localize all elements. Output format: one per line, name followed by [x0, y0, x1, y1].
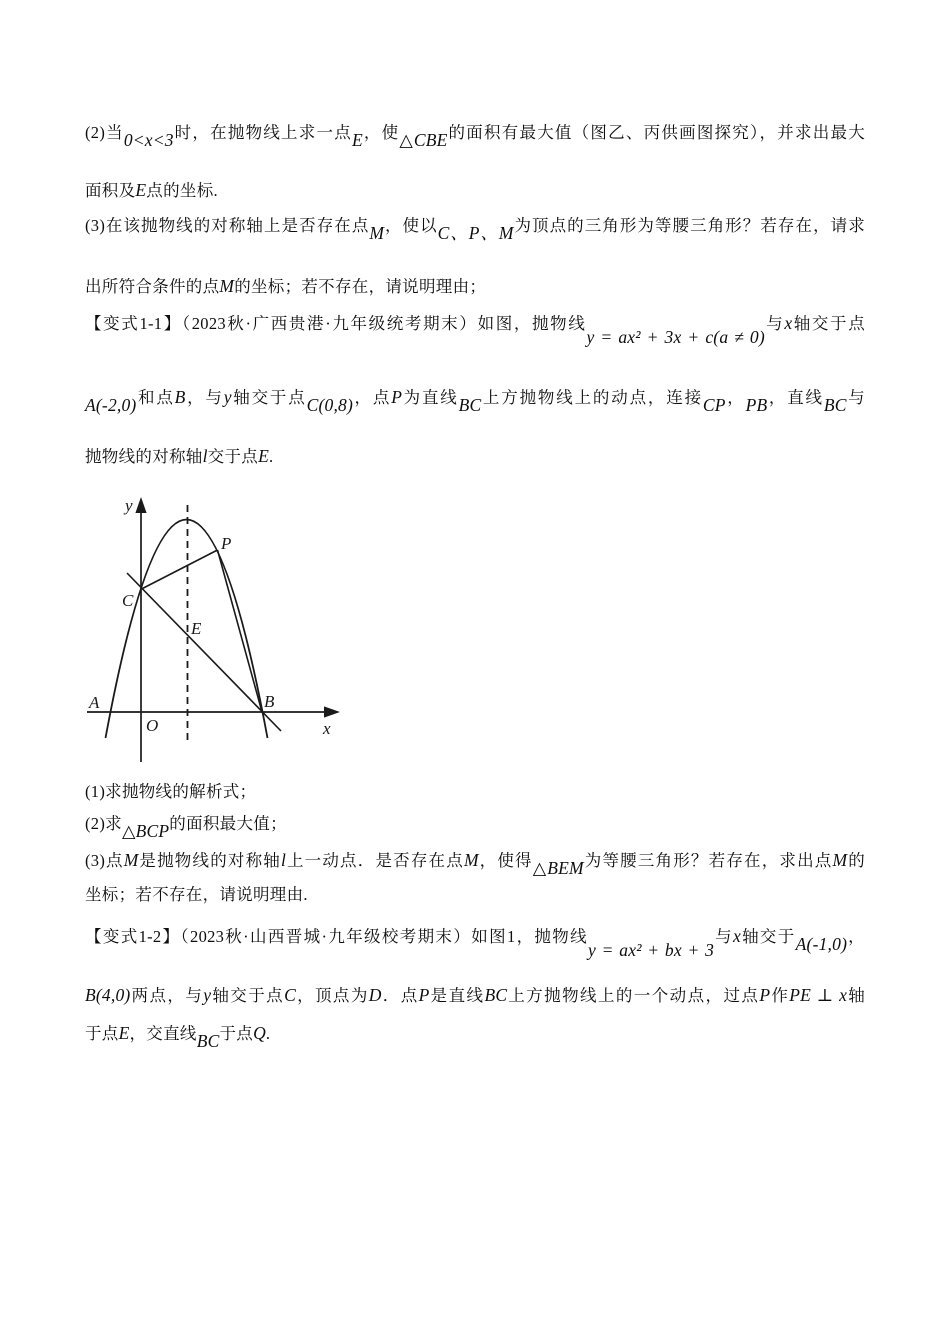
x-axis-arrow-icon [324, 706, 340, 717]
math-run: B [174, 387, 186, 407]
text-run: 时，在抛物线上求一点 [173, 123, 353, 142]
math-run: C [284, 985, 296, 1005]
math-run: l [202, 446, 208, 466]
math-run: A(-1,0) [795, 934, 848, 954]
math-run: x [784, 313, 793, 333]
math-run: y = ax² + 3x + c(a ≠ 0) [586, 327, 765, 347]
text-run: 点的坐标. [146, 181, 218, 200]
text-run: ，交直线 [129, 1024, 197, 1043]
text-run: 上方抛物线上的一个动点，过点 [507, 986, 760, 1005]
text-run: (2)求 [85, 814, 122, 833]
text-run: (2)当 [85, 123, 124, 142]
text-run: 出所符合条件的点 [85, 277, 220, 296]
text-run: 与 [846, 388, 865, 407]
point-label-c: C [122, 591, 134, 610]
text-run: 上一动点．是否存在点 [286, 851, 464, 870]
math-run: C、P、M [437, 223, 514, 243]
math-run: △BEM [532, 858, 584, 878]
text-run: ，使 [362, 123, 400, 142]
text-run: . [268, 447, 274, 466]
text-run: ， [725, 388, 746, 407]
text-run: 与 [714, 927, 734, 946]
math-run: P [418, 985, 430, 1005]
problem-part2-line2 [85, 181, 865, 199]
text-run: ，使得 [478, 851, 533, 870]
math-run: PE ⊥ x [789, 985, 848, 1005]
text-run: 轴交于 [741, 927, 796, 946]
math-run: l [281, 850, 287, 870]
text-run: 的面积最大值； [169, 814, 287, 833]
text-run: 【变式1-1】（2023秋·广西贵港·九年级统考期末）如图，抛物线 [85, 314, 587, 333]
text-run: 交于点 [207, 447, 259, 466]
math-run: M [832, 850, 848, 870]
variant-1-2-line2 [85, 986, 865, 1004]
math-run: △BCP [121, 821, 170, 841]
variant-1-1-q3-line1 [85, 851, 865, 877]
math-run: y [203, 985, 212, 1005]
text-run: 为顶点的三角形为等腰三角形？若存在，请求 [513, 216, 865, 235]
parabola-figure [78, 492, 348, 770]
text-run: 轴交于点 [231, 388, 307, 407]
text-run: 与 [764, 314, 785, 333]
text-run: 【变式1-2】（2023秋·山西晋城·九年级校考期末）如图1，抛物线 [85, 927, 589, 946]
point-label-a: A [89, 693, 100, 712]
problem-part2-line1 [85, 124, 865, 149]
math-run: y [223, 387, 232, 407]
variant-1-2-line3 [85, 1024, 865, 1050]
text-run: ，顶点为 [295, 986, 369, 1005]
text-run: 的 [847, 851, 865, 870]
variant-1-1-line3 [85, 447, 865, 465]
point-label-p: P [221, 534, 232, 553]
math-run: M [123, 850, 139, 870]
origin-label: O [146, 716, 159, 735]
math-run: E [118, 1023, 130, 1043]
text-run: 为直线 [402, 388, 459, 407]
text-run: 的面积有最大值（图乙、丙供画图探究），并求出最大 [447, 123, 866, 142]
math-run: BC [196, 1031, 220, 1051]
math-run: M [219, 276, 235, 296]
problem-part3-line1 [85, 217, 865, 242]
text-run: ，直线 [767, 388, 824, 407]
point-label-e: E [191, 619, 202, 638]
text-run: ，使以 [384, 216, 438, 235]
text-run: 为等腰三角形？若存在，求出点 [583, 851, 833, 870]
math-run: Q [253, 1023, 266, 1043]
text-run: 作 [770, 986, 790, 1005]
math-run: D [368, 985, 382, 1005]
math-run: E [135, 180, 147, 200]
text-run: 是抛物线的对称轴 [138, 851, 281, 870]
math-run: E [258, 446, 269, 466]
text-run: . [265, 1024, 271, 1043]
math-run: BC [458, 395, 482, 415]
variant-1-1-q2 [85, 815, 865, 840]
text-run: 上方抛物线上的动点，连接 [481, 388, 703, 407]
text-run: (1)求抛物线的解析式； [85, 782, 257, 801]
text-run: ， [847, 927, 865, 946]
text-run: 是直线 [429, 986, 485, 1005]
math-run: P [391, 387, 403, 407]
text-run: 面积及 [85, 181, 136, 200]
math-run: A(-2,0) [85, 395, 137, 415]
math-run: B(4,0) [85, 985, 131, 1005]
variant-1-1-q1 [85, 783, 865, 800]
math-run: △CBE [399, 130, 448, 150]
variant-1-1-line1 [85, 314, 865, 346]
math-run: C(0,8) [306, 395, 353, 415]
text-run: ，点 [353, 388, 392, 407]
math-run: E [352, 130, 363, 150]
math-run: P [759, 985, 771, 1005]
math-run: y = ax² + bx + 3 [588, 940, 715, 960]
variant-1-1-line2 [85, 388, 865, 414]
text-run: 于点 [85, 1024, 119, 1043]
math-run: BC [484, 985, 508, 1005]
text-run: 轴 [847, 986, 866, 1005]
math-run: PB [745, 395, 768, 415]
text-run: 抛物线的对称轴 [85, 447, 203, 466]
text-run: 和点 [136, 388, 175, 407]
text-run: 于点 [219, 1024, 254, 1043]
text-run: 两点，与 [130, 986, 204, 1005]
text-run: 轴交于点 [792, 314, 865, 333]
problem-part3-line2 [85, 277, 865, 295]
line-bc [127, 573, 281, 731]
variant-1-1-q3-line2 [85, 886, 865, 903]
math-run: CP [702, 395, 726, 415]
y-axis-arrow-icon [135, 497, 146, 513]
math-run: M [369, 223, 385, 243]
point-label-b: B [264, 692, 275, 711]
math-run: M [463, 850, 479, 870]
text-run: (3)点 [85, 851, 124, 870]
math-run: 0<x<3 [123, 130, 174, 150]
x-axis-label: x [323, 719, 331, 738]
parabola-curve [106, 520, 268, 739]
math-run: x [733, 926, 741, 946]
text-run: ，与 [185, 388, 224, 407]
variant-1-2-line1 [85, 927, 865, 959]
y-axis-label: y [125, 496, 133, 515]
math-run: BC [823, 395, 847, 415]
text-run: (3)在该抛物线的对称轴上是否存在点 [85, 216, 370, 235]
text-run: 的坐标；若不存在，请说明理由； [234, 277, 487, 296]
text-run: ．点 [381, 986, 419, 1005]
text-run: 坐标；若不存在，请说明理由. [85, 885, 308, 904]
text-run: 轴交于点 [211, 986, 285, 1005]
